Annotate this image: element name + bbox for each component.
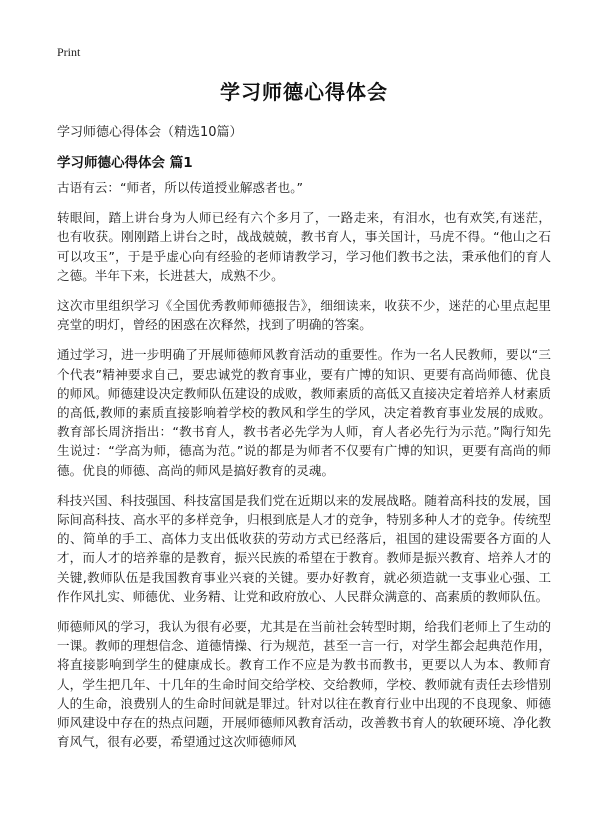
print-link[interactable]: Print <box>57 45 81 59</box>
paragraph-4: 通过学习，进一步明确了开展师德师风教育活动的重要性。作为一名人民教师，要以“三个代表”精神要求自己，要忠诚党的教育事业，要有广博的知识、更要有高尚师德、优良的师风。师德建设决定教师队伍建设的成败，教师素质的高低又直接决定着培养人材素质的高低,教师的素质直接影响着学校的教风和学生的学风，决定着教育事业发展的成败。教育部长周济指出：“教书育人，教书者必先学为人师，育人者必先行为示范。”陶行知先生说过：“学高为师，德高为范。”说的都是为师者不仅要有广博的知识，更要有高尚的师德。优良的师德、高尚的师风是搞好教育的灵魂。 <box>57 347 551 478</box>
paragraph-1: 古语有云：“师者，所以传道授业解惑者也。” <box>57 180 304 195</box>
paragraph-3: 这次市里组织学习《全国优秀教师师德报告》，细细读来，收获不少，迷茫的心里点起里亮堂的明灯，曾经的困惑在次释然，找到了明确的答案。 <box>57 298 551 333</box>
paragraph-5: 科技兴国、科技强国、科技富国是我们党在近期以来的发展战略。随着高科技的发展，国际间高科技、高水平的多样竞争，归根到底是人才的竞争，特别多种人才的竞争。传统型的、简单的手工、高体力支出低收获的劳动方式已经落后，祖国的建设需要各方面的人才，而人才的培养靠的是教育，振兴民族的希望在于教育。教师是振兴教育、培养人才的关键,教师队伍是我国教育事业兴衰的关键。要办好教育，就必须造就一支事业心强、工作作风扎实、师德优、业务精、让党和政府放心、人民群众满意的、高素质的教师队伍。 <box>57 492 551 604</box>
article-body <box>57 178 551 762</box>
document-subtitle: 学习师德心得体会（精选10篇） <box>57 125 243 140</box>
paragraph-6: 师德师风的学习，我认为很有必要，尤其是在当前社会转型时期，给我们老师上了生动的一课。教师的理想信念、道德情操、行为规范，甚至一言一行，对学生都会起典范作用，将直接影响到学生的健康成长。教育工作不应是为教书而教书，更要以人为本、教师育人，学生把几年、十几年的生命时间交给学校、交给教师，学校、教师就有责任去珍惜别人的生命，浪费别人的生命时间就是罪过。针对以往在教育行业中出现的不良现象、师德师风建设中存在的热点问题，开展师德师风教育活动，改善教书育人的软硬环境、净化教育风气，很有必要，希望通过这次师德师风 <box>57 619 551 750</box>
page-title: 学习师德心得体会 <box>220 80 388 104</box>
section-heading: 学习师德心得体会 篇1 <box>57 155 193 171</box>
document-page <box>57 0 551 828</box>
paragraph-2: 转眼间，踏上讲台身为人师已经有六个多月了，一路走来，有泪水，也有欢笑,有迷茫，也有收获。刚刚踏上讲台之时，战战兢兢，教书育人，事关国计，马虎不得。“他山之石可以攻玉”，于是乎虚心向有经验的老师请教学习，学习他们教书之法，秉承他们的育人之德。半年下来，长进甚大，成熟不少。 <box>57 210 551 283</box>
